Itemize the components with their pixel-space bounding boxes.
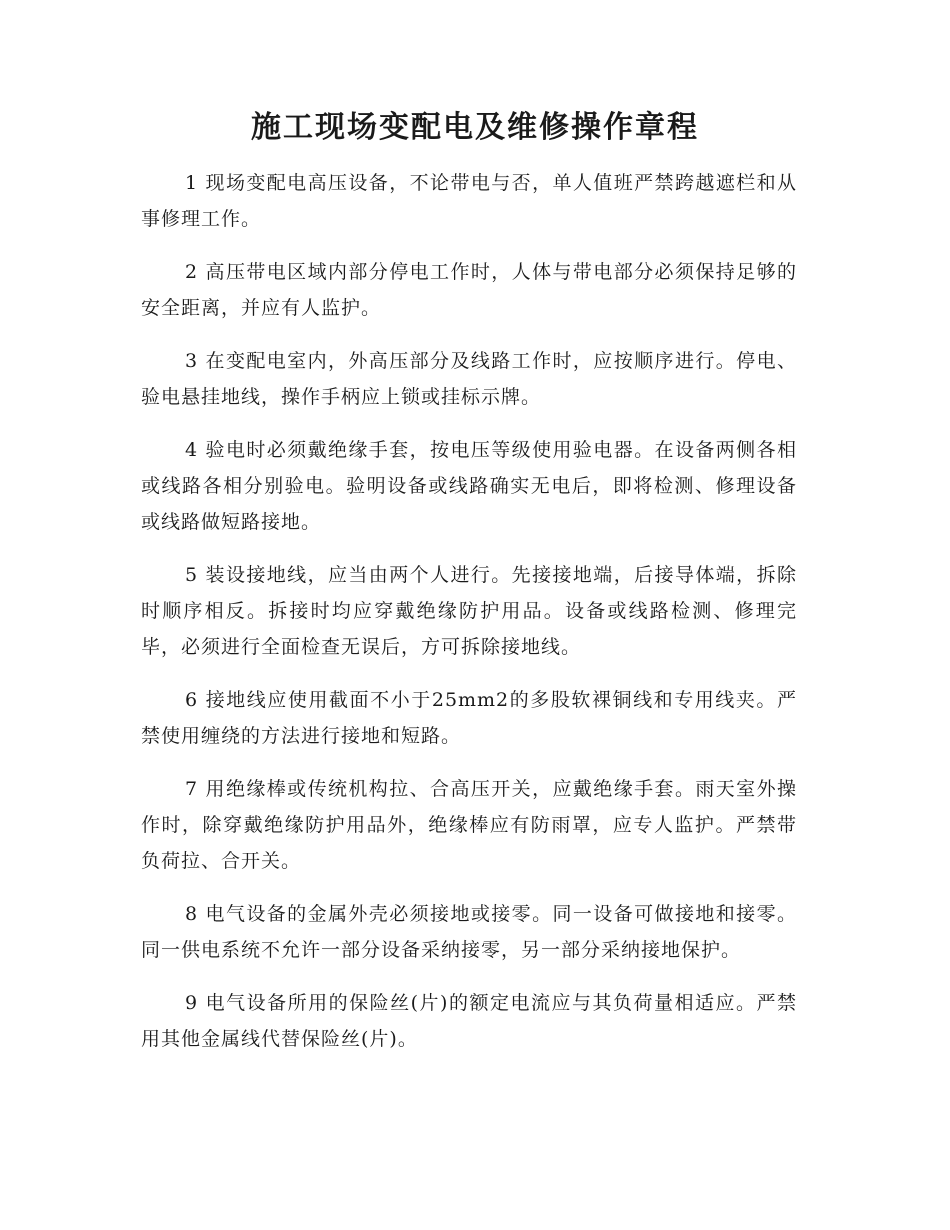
paragraph-6: 6 接地线应使用截面不小于25mm2的多股软裸铜线和专用线夹。严禁使用缠绕的方法进行接地和短路。 bbox=[141, 689, 797, 747]
paragraph-4: 4 验电时必须戴绝缘手套，按电压等级使用验电器。在设备两侧各相或线路各相分别验电。验明设备或线路确实无电后，即将检测、修理设备或线路做短路接地。 bbox=[141, 439, 797, 533]
document-title: 施工现场变配电及维修操作章程 bbox=[251, 110, 699, 145]
document-body bbox=[141, 165, 797, 1074]
paragraph-5: 5 装设接地线，应当由两个人进行。先接接地端，后接导体端，拆除时顺序相反。拆接时均应穿戴绝缘防护用品。设备或线路检测、修理完毕，必须进行全面检查无误后，方可拆除接地线。 bbox=[141, 564, 797, 658]
paragraph-3: 3 在变配电室内，外高压部分及线路工作时，应按顺序进行。停电、验电悬挂地线，操作手柄应上锁或挂标示牌。 bbox=[141, 350, 797, 408]
paragraph-1: 1 现场变配电高压设备，不论带电与否，单人值班严禁跨越遮栏和从事修理工作。 bbox=[141, 172, 797, 230]
paragraph-2: 2 高压带电区域内部分停电工作时，人体与带电部分必须保持足够的安全距离，并应有人监护。 bbox=[141, 261, 797, 319]
paragraph-9: 9 电气设备所用的保险丝(片)的额定电流应与其负荷量相适应。严禁用其他金属线代替保险丝(片)。 bbox=[141, 992, 797, 1050]
paragraph-7: 7 用绝缘棒或传统机构拉、合高压开关，应戴绝缘手套。雨天室外操作时，除穿戴绝缘防护用品外，绝缘棒应有防雨罩，应专人监护。严禁带负荷拉、合开关。 bbox=[141, 778, 797, 872]
paragraph-8: 8 电气设备的金属外壳必须接地或接零。同一设备可做接地和接零。同一供电系统不允许一部分设备采纳接零，另一部分采纳接地保护。 bbox=[141, 903, 797, 961]
